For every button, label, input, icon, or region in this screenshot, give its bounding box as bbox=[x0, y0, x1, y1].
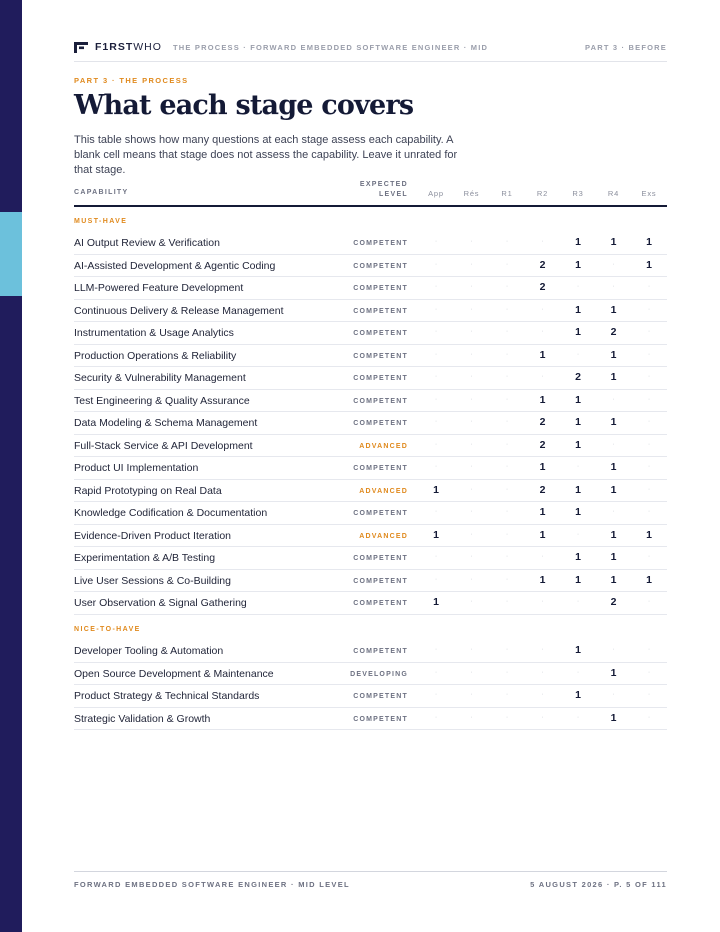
empty-cell-dot: · bbox=[505, 530, 509, 538]
question-count-cell: 1 bbox=[575, 438, 581, 451]
empty-cell-dot: · bbox=[647, 418, 651, 425]
empty-cell-dot: · bbox=[541, 238, 544, 245]
expected-level-badge: COMPETENT bbox=[353, 465, 408, 472]
empty-cell-dot: · bbox=[647, 553, 651, 560]
table-row bbox=[74, 457, 667, 480]
table-row bbox=[74, 300, 667, 323]
capability-name: Knowledge Codification & Documentation bbox=[74, 507, 268, 519]
expected-level-badge: ADVANCED bbox=[359, 442, 408, 450]
empty-cell-dot: · bbox=[541, 373, 544, 380]
empty-cell-dot: · bbox=[612, 440, 615, 448]
empty-cell-dot: · bbox=[470, 530, 473, 538]
question-count-cell: 2 bbox=[539, 281, 546, 293]
question-count-cell: 1 bbox=[610, 483, 617, 496]
empty-cell-dot: · bbox=[434, 713, 438, 721]
question-count-cell: 1 bbox=[575, 689, 581, 701]
empty-cell-dot: · bbox=[647, 668, 651, 676]
empty-cell-dot: · bbox=[647, 713, 651, 721]
section-label: MUST-HAVE bbox=[74, 218, 128, 225]
question-count-cell: 1 bbox=[539, 506, 546, 518]
question-count-cell: 1 bbox=[610, 711, 617, 724]
question-count-cell: 1 bbox=[610, 416, 617, 428]
capability-name: Strategic Validation & Growth bbox=[74, 712, 211, 725]
intro-paragraph: This table shows how many questions at each stage assess each capability. A blank cell means that stage does not assess the capability. Leave it unrated for that stage. bbox=[74, 134, 458, 177]
question-count-cell: 1 bbox=[575, 416, 581, 428]
logo-text-thin: WHO bbox=[133, 41, 162, 53]
question-count-cell: 1 bbox=[610, 528, 617, 541]
empty-cell-dot: · bbox=[470, 508, 473, 515]
stage-header: Exs bbox=[641, 189, 657, 198]
empty-cell-dot: · bbox=[434, 238, 438, 245]
question-count-cell: 1 bbox=[575, 303, 581, 316]
empty-cell-dot: · bbox=[505, 395, 509, 403]
empty-cell-dot: · bbox=[541, 553, 544, 560]
empty-cell-dot: · bbox=[470, 575, 473, 583]
empty-cell-dot: · bbox=[434, 575, 438, 583]
empty-cell-dot: · bbox=[576, 350, 580, 358]
footer-document-title: FORWARD EMBEDDED SOFTWARE ENGINEER · MID LEVEL bbox=[74, 880, 350, 889]
question-count-cell: 2 bbox=[539, 258, 546, 271]
empty-cell-dot: · bbox=[505, 598, 509, 605]
table-row bbox=[74, 435, 667, 458]
capability-name: Security & Vulnerability Management bbox=[74, 372, 246, 384]
capability-name: Open Source Development & Maintenance bbox=[74, 667, 274, 680]
table-header bbox=[74, 178, 667, 207]
empty-cell-dot: · bbox=[505, 668, 509, 676]
empty-cell-dot: · bbox=[434, 668, 438, 676]
empty-cell-dot: · bbox=[470, 328, 473, 335]
empty-cell-dot: · bbox=[612, 395, 615, 403]
empty-cell-dot: · bbox=[647, 305, 651, 313]
stage-header: App bbox=[428, 189, 444, 198]
question-count-cell: 2 bbox=[610, 326, 617, 338]
expected-level-badge: COMPETENT bbox=[353, 307, 408, 315]
expected-level-badge: DEVELOPING bbox=[350, 670, 408, 678]
empty-cell-dot: · bbox=[541, 598, 544, 605]
empty-cell-dot: · bbox=[434, 283, 438, 290]
empty-cell-dot: · bbox=[434, 260, 438, 268]
empty-cell-dot: · bbox=[505, 373, 509, 380]
empty-cell-dot: · bbox=[434, 553, 438, 560]
empty-cell-dot: · bbox=[470, 305, 473, 313]
question-count-cell: 1 bbox=[575, 258, 581, 271]
question-count-cell: 1 bbox=[433, 528, 439, 541]
empty-cell-dot: · bbox=[505, 691, 509, 698]
capability-name: Production Operations & Reliability bbox=[74, 349, 237, 362]
expected-level-badge: ADVANCED bbox=[359, 487, 408, 495]
question-count-cell: 2 bbox=[539, 483, 546, 496]
empty-cell-dot: · bbox=[434, 418, 438, 425]
expected-level-header-line1: EXPECTED bbox=[359, 181, 408, 188]
side-accent-bar bbox=[0, 212, 22, 296]
header-breadcrumb: THE PROCESS · FORWARD EMBEDDED SOFTWARE ENGINEER · MID bbox=[173, 43, 489, 52]
question-count-cell: 1 bbox=[575, 393, 581, 406]
empty-cell-dot: · bbox=[576, 283, 580, 290]
expected-level-badge: COMPETENT bbox=[353, 715, 408, 723]
capability-name: Experimentation & A/B Testing bbox=[74, 552, 216, 564]
empty-cell-dot: · bbox=[541, 691, 544, 698]
capability-name: Data Modeling & Schema Management bbox=[74, 417, 258, 429]
empty-cell-dot: · bbox=[647, 691, 651, 698]
question-count-cell: 1 bbox=[646, 573, 652, 586]
capability-name: Live User Sessions & Co-Building bbox=[74, 574, 231, 587]
empty-cell-dot: · bbox=[470, 713, 473, 721]
empty-cell-dot: · bbox=[470, 691, 473, 698]
question-count-cell: 1 bbox=[610, 348, 617, 361]
empty-cell-dot: · bbox=[612, 260, 615, 268]
empty-cell-dot: · bbox=[434, 305, 438, 313]
capability-name: Product Strategy & Technical Standards bbox=[74, 690, 260, 702]
capability-name: Continuous Delivery & Release Management bbox=[74, 304, 284, 317]
question-count-cell: 2 bbox=[539, 438, 546, 451]
expected-level-badge: COMPETENT bbox=[353, 240, 408, 247]
question-count-cell: 1 bbox=[539, 348, 546, 361]
empty-cell-dot: · bbox=[541, 668, 544, 676]
stage-header: R2 bbox=[536, 189, 549, 198]
expected-level-badge: COMPETENT bbox=[353, 648, 408, 655]
question-count-cell: 1 bbox=[610, 236, 617, 248]
side-band bbox=[0, 0, 22, 932]
empty-cell-dot: · bbox=[647, 440, 651, 448]
expected-level-column-header bbox=[360, 180, 408, 200]
stage-header: R3 bbox=[572, 189, 584, 198]
capability-name: AI Output Review & Verification bbox=[74, 237, 220, 249]
page-footer bbox=[74, 871, 667, 889]
empty-cell-dot: · bbox=[505, 508, 509, 515]
expected-level-badge: COMPETENT bbox=[353, 577, 408, 585]
expected-level-badge: COMPETENT bbox=[353, 420, 408, 427]
logo bbox=[74, 41, 162, 53]
empty-cell-dot: · bbox=[470, 485, 473, 493]
empty-cell-dot: · bbox=[576, 530, 580, 538]
empty-cell-dot: · bbox=[647, 463, 651, 470]
question-count-cell: 1 bbox=[575, 326, 581, 338]
empty-cell-dot: · bbox=[434, 508, 438, 515]
empty-cell-dot: · bbox=[505, 305, 509, 313]
question-count-cell: 1 bbox=[610, 666, 617, 679]
empty-cell-dot: · bbox=[505, 350, 509, 358]
question-count-cell: 1 bbox=[539, 528, 546, 541]
empty-cell-dot: · bbox=[434, 463, 438, 470]
capability-name: User Observation & Signal Gathering bbox=[74, 597, 247, 609]
question-count-cell: 1 bbox=[575, 573, 581, 586]
page bbox=[74, 0, 667, 932]
empty-cell-dot: · bbox=[647, 646, 651, 653]
empty-cell-dot: · bbox=[505, 463, 509, 470]
capability-name: Instrumentation & Usage Analytics bbox=[74, 327, 234, 339]
empty-cell-dot: · bbox=[470, 373, 473, 380]
question-count-cell: 1 bbox=[646, 236, 652, 248]
empty-cell-dot: · bbox=[612, 691, 615, 698]
table-row bbox=[74, 232, 667, 255]
empty-cell-dot: · bbox=[647, 598, 651, 605]
empty-cell-dot: · bbox=[470, 646, 473, 653]
expected-level-badge: COMPETENT bbox=[353, 555, 408, 562]
capability-name: Test Engineering & Quality Assurance bbox=[74, 394, 250, 407]
question-count-cell: 1 bbox=[539, 461, 546, 473]
empty-cell-dot: · bbox=[505, 485, 509, 493]
expected-level-badge: COMPETENT bbox=[353, 693, 408, 700]
table-row bbox=[74, 255, 667, 278]
table-row bbox=[74, 480, 667, 503]
empty-cell-dot: · bbox=[505, 440, 509, 448]
empty-cell-dot: · bbox=[434, 440, 438, 448]
table-row bbox=[74, 412, 667, 435]
table-row bbox=[74, 547, 667, 570]
expected-level-badge: COMPETENT bbox=[353, 330, 408, 337]
table-row bbox=[74, 277, 667, 300]
capability-name: Evidence-Driven Product Iteration bbox=[74, 529, 231, 542]
page-header bbox=[74, 40, 667, 62]
expected-level-badge: ADVANCED bbox=[359, 532, 408, 540]
empty-cell-dot: · bbox=[505, 575, 509, 583]
empty-cell-dot: · bbox=[505, 328, 509, 335]
empty-cell-dot: · bbox=[470, 668, 473, 676]
question-count-cell: 1 bbox=[575, 236, 581, 248]
question-count-cell: 1 bbox=[539, 393, 546, 406]
empty-cell-dot: · bbox=[647, 328, 651, 335]
stage-header: Rés bbox=[463, 189, 480, 198]
empty-cell-dot: · bbox=[505, 260, 509, 268]
empty-cell-dot: · bbox=[505, 238, 509, 245]
empty-cell-dot: · bbox=[470, 350, 473, 358]
table-row bbox=[74, 570, 667, 593]
question-count-cell: 1 bbox=[610, 371, 617, 383]
question-count-cell: 1 bbox=[575, 506, 581, 518]
table-row bbox=[74, 663, 667, 686]
question-count-cell: 1 bbox=[646, 258, 652, 271]
empty-cell-dot: · bbox=[576, 463, 580, 470]
empty-cell-dot: · bbox=[470, 260, 473, 268]
capability-column-header: CAPABILITY bbox=[74, 189, 129, 196]
expected-level-badge: COMPETENT bbox=[353, 262, 408, 270]
question-count-cell: 1 bbox=[539, 573, 546, 586]
expected-level-badge: COMPETENT bbox=[353, 397, 408, 405]
empty-cell-dot: · bbox=[434, 395, 438, 403]
empty-cell-dot: · bbox=[505, 646, 509, 653]
question-count-cell: 1 bbox=[646, 528, 652, 541]
capability-name: Product UI Implementation bbox=[74, 462, 199, 474]
expected-level-badge: COMPETENT bbox=[353, 352, 408, 360]
capability-name: Full-Stack Service & API Development bbox=[74, 439, 253, 452]
firstwho-flag-logo-icon bbox=[74, 42, 88, 53]
empty-cell-dot: · bbox=[647, 485, 651, 493]
table-row bbox=[74, 708, 667, 731]
empty-cell-dot: · bbox=[434, 373, 438, 380]
question-count-cell: 2 bbox=[539, 416, 546, 428]
empty-cell-dot: · bbox=[470, 598, 473, 605]
question-count-cell: 1 bbox=[433, 596, 439, 608]
empty-cell-dot: · bbox=[434, 350, 438, 358]
empty-cell-dot: · bbox=[647, 395, 651, 403]
footer-date-page: 5 AUGUST 2026 · P. 5 OF 111 bbox=[530, 880, 667, 889]
capability-name: AI-Assisted Development & Agentic Coding bbox=[74, 259, 276, 272]
empty-cell-dot: · bbox=[470, 238, 473, 245]
table-row bbox=[74, 367, 667, 390]
table-row bbox=[74, 502, 667, 525]
table-row bbox=[74, 685, 667, 708]
empty-cell-dot: · bbox=[470, 418, 473, 425]
empty-cell-dot: · bbox=[576, 598, 580, 605]
empty-cell-dot: · bbox=[541, 713, 544, 721]
question-count-cell: 1 bbox=[575, 551, 581, 563]
stage-header: R1 bbox=[501, 189, 513, 198]
empty-cell-dot: · bbox=[470, 395, 473, 403]
empty-cell-dot: · bbox=[434, 691, 438, 698]
header-part-label: PART 3 · BEFORE bbox=[584, 43, 667, 52]
table-row bbox=[74, 322, 667, 345]
expected-level-badge: COMPETENT bbox=[353, 600, 408, 607]
expected-level-header-line2: LEVEL bbox=[378, 191, 408, 198]
empty-cell-dot: · bbox=[470, 463, 473, 470]
empty-cell-dot: · bbox=[505, 418, 509, 425]
page-title: What each stage covers bbox=[74, 90, 414, 121]
empty-cell-dot: · bbox=[541, 328, 544, 335]
empty-cell-dot: · bbox=[470, 440, 473, 448]
stage-header: R4 bbox=[607, 189, 620, 198]
section-label: NICE-TO-HAVE bbox=[74, 626, 141, 633]
expected-level-badge: COMPETENT bbox=[353, 285, 408, 292]
empty-cell-dot: · bbox=[576, 668, 580, 676]
question-count-cell: 1 bbox=[610, 573, 617, 586]
empty-cell-dot: · bbox=[541, 646, 544, 653]
question-count-cell: 1 bbox=[575, 483, 581, 496]
empty-cell-dot: · bbox=[470, 283, 473, 290]
empty-cell-dot: · bbox=[576, 713, 580, 721]
question-count-cell: 1 bbox=[610, 551, 617, 563]
empty-cell-dot: · bbox=[505, 713, 509, 721]
logo-text bbox=[95, 41, 162, 53]
empty-cell-dot: · bbox=[612, 508, 615, 515]
table-row bbox=[74, 525, 667, 548]
question-count-cell: 2 bbox=[610, 596, 617, 608]
empty-cell-dot: · bbox=[470, 553, 473, 560]
question-count-cell: 1 bbox=[610, 303, 617, 316]
question-count-cell: 1 bbox=[433, 483, 439, 496]
expected-level-badge: COMPETENT bbox=[353, 510, 408, 517]
empty-cell-dot: · bbox=[505, 553, 509, 560]
question-count-cell: 2 bbox=[575, 371, 581, 383]
logo-text-bold: F1RST bbox=[95, 41, 134, 53]
empty-cell-dot: · bbox=[434, 328, 438, 335]
empty-cell-dot: · bbox=[612, 283, 615, 290]
capability-name: Developer Tooling & Automation bbox=[74, 645, 224, 657]
table-row bbox=[74, 592, 667, 615]
empty-cell-dot: · bbox=[647, 373, 651, 380]
capability-name: LLM-Powered Feature Development bbox=[74, 282, 244, 294]
table-row bbox=[74, 640, 667, 663]
empty-cell-dot: · bbox=[434, 646, 438, 653]
empty-cell-dot: · bbox=[647, 508, 651, 515]
empty-cell-dot: · bbox=[647, 283, 651, 290]
empty-cell-dot: · bbox=[505, 283, 509, 290]
table-row bbox=[74, 390, 667, 413]
question-count-cell: 1 bbox=[575, 644, 581, 656]
empty-cell-dot: · bbox=[612, 646, 615, 653]
empty-cell-dot: · bbox=[541, 305, 544, 313]
table-row bbox=[74, 345, 667, 368]
expected-level-badge: COMPETENT bbox=[353, 375, 408, 382]
question-count-cell: 1 bbox=[610, 461, 617, 473]
section-eyebrow: PART 3 · THE PROCESS bbox=[74, 76, 189, 85]
capability-name: Rapid Prototyping on Real Data bbox=[74, 484, 222, 497]
empty-cell-dot: · bbox=[647, 350, 651, 358]
